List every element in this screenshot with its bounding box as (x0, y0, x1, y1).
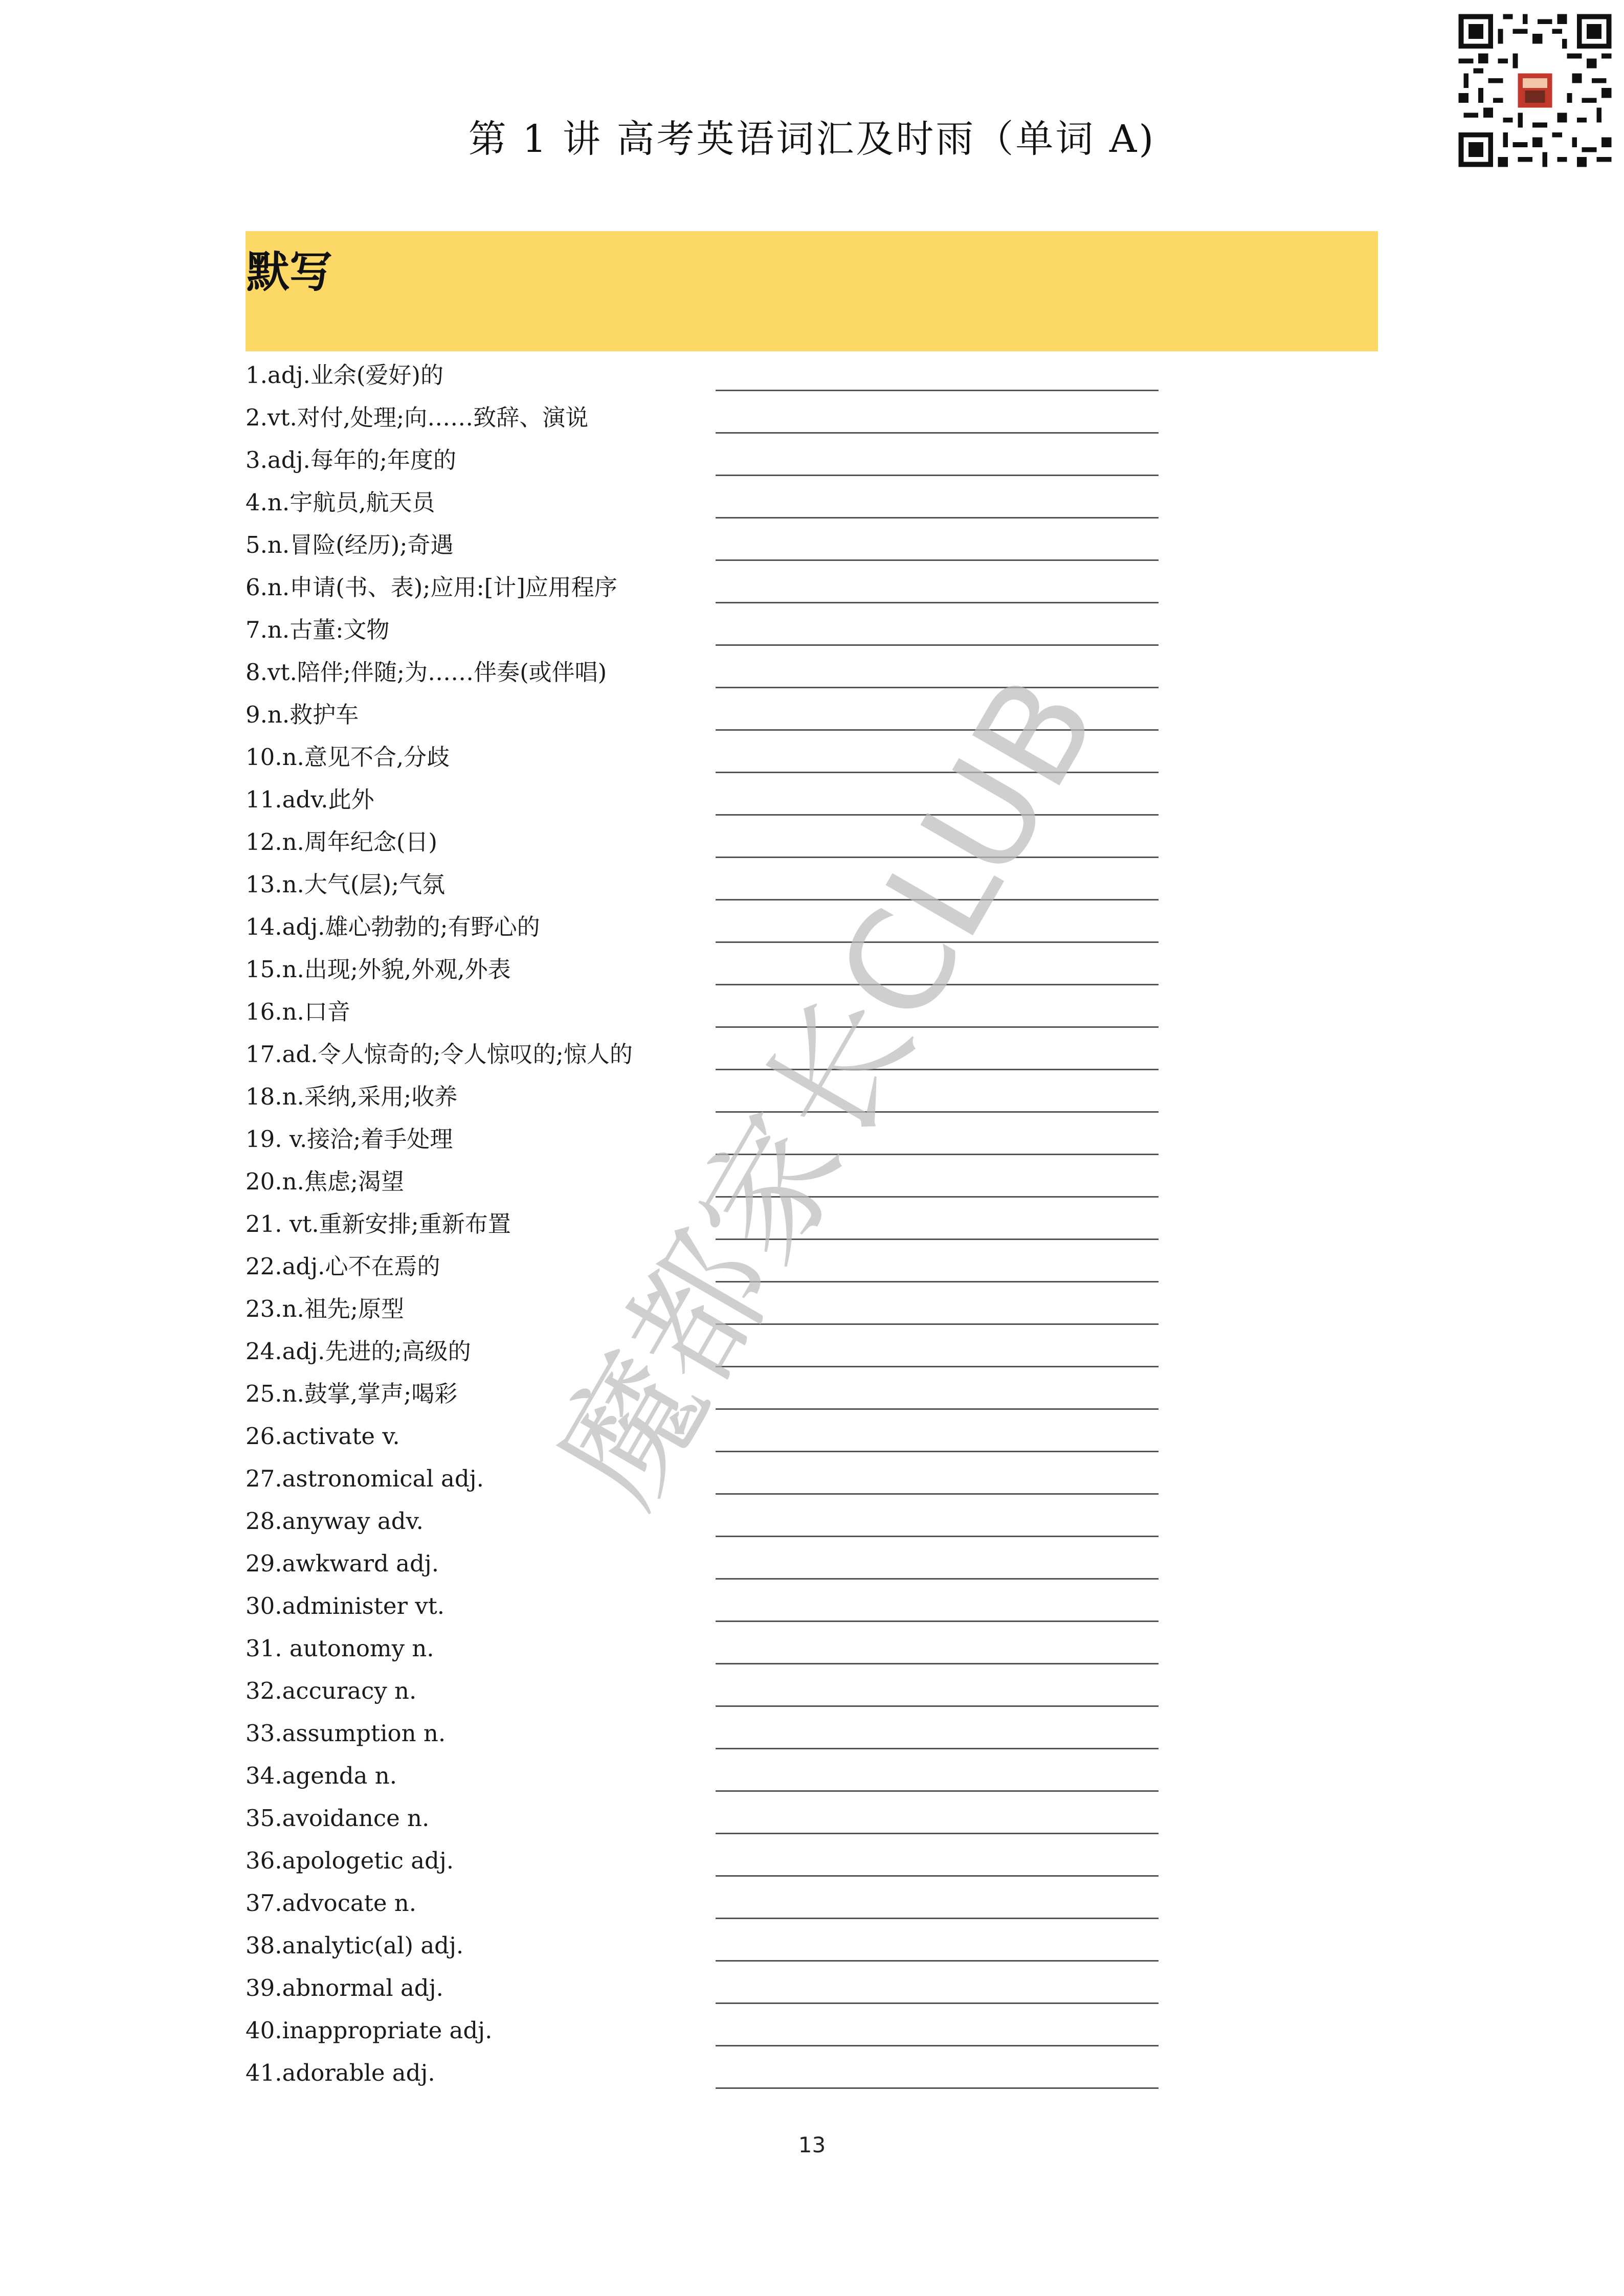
answer-line[interactable] (716, 1069, 1159, 1070)
vocab-prompt: 29.awkward adj. (246, 1550, 439, 1577)
vocab-prompt: 12.n.周年纪念(日) (246, 828, 437, 856)
vocab-row (246, 1797, 1166, 1839)
answer-line[interactable] (716, 2087, 1159, 2089)
vocab-row (246, 481, 1166, 524)
vocab-prompt: 23.n.祖先;原型 (246, 1295, 405, 1322)
vocab-row (246, 736, 1166, 778)
vocab-row (246, 566, 1166, 609)
answer-line[interactable] (716, 1536, 1159, 1537)
vocab-row (246, 1203, 1166, 1245)
answer-line[interactable] (716, 772, 1159, 773)
vocab-prompt: 15.n.出现;外貌,外观,外表 (246, 956, 511, 983)
answer-line[interactable] (716, 1705, 1159, 1707)
vocab-prompt: 31. autonomy n. (246, 1635, 434, 1662)
answer-line[interactable] (716, 1451, 1159, 1452)
vocab-row (246, 1245, 1166, 1288)
vocab-row (246, 1415, 1166, 1457)
vocab-prompt: 27.astronomical adj. (246, 1465, 484, 1492)
answer-line[interactable] (716, 814, 1159, 816)
page-number: 13 (798, 2132, 826, 2157)
answer-line[interactable] (716, 1833, 1159, 1834)
vocab-row (246, 1967, 1166, 2009)
vocab-prompt: 40.inappropriate adj. (246, 2017, 493, 2044)
vocab-row (246, 1670, 1166, 1712)
vocab-row (246, 1330, 1166, 1372)
section-title: 默写 (247, 247, 333, 297)
answer-line[interactable] (716, 1493, 1159, 1495)
answer-line[interactable] (716, 1663, 1159, 1664)
vocab-prompt: 8.vt.陪伴;伴随;为……伴奏(或伴唱) (246, 659, 607, 686)
answer-line[interactable] (716, 1918, 1159, 1919)
vocab-prompt: 13.n.大气(层);气氛 (246, 871, 446, 898)
vocab-prompt: 41.adorable adj. (246, 2059, 435, 2086)
vocab-prompt: 32.accuracy n. (246, 1677, 417, 1704)
answer-line[interactable] (716, 1154, 1159, 1155)
vocab-prompt: 2.vt.对付,处理;向……致辞、演说 (246, 404, 589, 431)
vocab-prompt: 37.advocate n. (246, 1889, 417, 1917)
answer-line[interactable] (716, 1875, 1159, 1877)
vocab-row (246, 1372, 1166, 1415)
vocab-prompt: 14.adj.雄心勃勃的;有野心的 (246, 913, 540, 940)
vocab-prompt: 38.analytic(al) adj. (246, 1932, 464, 1959)
vocab-prompt: 4.n.宇航员,航天员 (246, 489, 435, 516)
answer-line[interactable] (716, 1111, 1159, 1113)
answer-line[interactable] (716, 899, 1159, 901)
vocab-row (246, 1160, 1166, 1203)
vocab-row (246, 1712, 1166, 1754)
vocab-prompt: 19. v.接洽;着手处理 (246, 1126, 453, 1153)
vocab-row (246, 1500, 1166, 1542)
vocab-prompt: 7.n.古董:文物 (246, 616, 390, 643)
watermark: 魔都家长CLUB (527, 650, 1129, 1530)
vocab-row (246, 1457, 1166, 1500)
vocab-prompt: 1.adj.业余(爱好)的 (246, 362, 443, 389)
vocab-row (246, 609, 1166, 651)
vocab-prompt: 26.activate v. (246, 1423, 400, 1450)
vocab-row (246, 991, 1166, 1033)
answer-line[interactable] (716, 857, 1159, 858)
vocab-prompt: 25.n.鼓掌,掌声;喝彩 (246, 1380, 458, 1407)
vocab-row (246, 1542, 1166, 1585)
answer-line[interactable] (716, 2002, 1159, 2004)
vocab-prompt: 21. vt.重新安排;重新布置 (246, 1210, 511, 1237)
vocab-prompt: 22.adj.心不在焉的 (246, 1253, 440, 1280)
page-title: 第 1 讲 高考英语词汇及时雨（单词 A) (468, 117, 1156, 161)
answer-line[interactable] (716, 1239, 1159, 1240)
vocab-row (246, 2009, 1166, 2052)
vocab-prompt: 9.n.救护车 (246, 701, 359, 728)
vocab-row (246, 439, 1166, 481)
answer-line[interactable] (716, 475, 1159, 476)
vocab-row (246, 1754, 1166, 1797)
vocab-row (246, 1839, 1166, 1882)
vocab-row (246, 821, 1166, 863)
answer-line[interactable] (716, 941, 1159, 943)
answer-line[interactable] (716, 1578, 1159, 1580)
vocab-prompt: 11.adv.此外 (246, 786, 374, 813)
answer-line[interactable] (716, 602, 1159, 603)
answer-line[interactable] (716, 1323, 1159, 1325)
vocab-prompt: 34.agenda n. (246, 1762, 397, 1789)
answer-line[interactable] (716, 1748, 1159, 1749)
vocab-row (246, 863, 1166, 906)
vocab-row (246, 948, 1166, 991)
vocab-row (246, 1118, 1166, 1160)
vocab-prompt: 5.n.冒险(经历);奇遇 (246, 531, 454, 558)
vocab-prompt: 3.adj.每年的;年度的 (246, 446, 456, 474)
vocab-prompt: 20.n.焦虑;渴望 (246, 1168, 405, 1195)
answer-line[interactable] (716, 687, 1159, 688)
vocab-row (246, 778, 1166, 821)
vocab-prompt: 33.assumption n. (246, 1720, 446, 1747)
answer-line[interactable] (716, 984, 1159, 985)
answer-line[interactable] (716, 1366, 1159, 1367)
answer-line[interactable] (716, 517, 1159, 519)
answer-line[interactable] (716, 2045, 1159, 2046)
vocab-prompt: 39.abnormal adj. (246, 1974, 443, 2001)
vocab-row (246, 1585, 1166, 1627)
vocab-row (246, 1882, 1166, 1924)
answer-line[interactable] (716, 432, 1159, 434)
vocab-row (246, 1924, 1166, 1967)
vocab-row (246, 906, 1166, 948)
vocab-prompt: 16.n.口音 (246, 998, 350, 1025)
answer-line[interactable] (716, 1620, 1159, 1622)
vocab-row (246, 396, 1166, 439)
vocab-prompt: 17.ad.令人惊奇的;令人惊叹的;惊人的 (246, 1041, 633, 1068)
vocab-prompt: 24.adj.先进的;高级的 (246, 1338, 471, 1365)
vocab-prompt: 10.n.意见不合,分歧 (246, 744, 450, 771)
vocab-prompt: 35.avoidance n. (246, 1805, 430, 1832)
vocab-row (246, 524, 1166, 566)
vocab-row (246, 693, 1166, 736)
answer-line[interactable] (716, 644, 1159, 646)
vocab-prompt: 30.administer vt. (246, 1592, 445, 1619)
answer-line[interactable] (716, 390, 1159, 391)
vocab-prompt: 18.n.采纳,采用;收养 (246, 1083, 458, 1110)
vocab-row (246, 1627, 1166, 1670)
answer-line[interactable] (716, 1408, 1159, 1410)
answer-line[interactable] (716, 1960, 1159, 1962)
vocab-row (246, 651, 1166, 693)
vocab-prompt: 6.n.申请(书、表);应用:[计]应用程序 (246, 574, 617, 601)
vocab-row (246, 2052, 1166, 2094)
answer-line[interactable] (716, 1196, 1159, 1198)
answer-line[interactable] (716, 1281, 1159, 1282)
vocab-row (246, 1075, 1166, 1118)
answer-line[interactable] (716, 559, 1159, 561)
vocab-prompt: 28.anyway adv. (246, 1507, 424, 1535)
vocab-row (246, 354, 1166, 396)
vocab-row (246, 1033, 1166, 1075)
vocab-row (246, 1288, 1166, 1330)
answer-line[interactable] (716, 729, 1159, 731)
vocab-prompt: 36.apologetic adj. (246, 1847, 454, 1874)
answer-line[interactable] (716, 1790, 1159, 1792)
answer-line[interactable] (716, 1026, 1159, 1028)
